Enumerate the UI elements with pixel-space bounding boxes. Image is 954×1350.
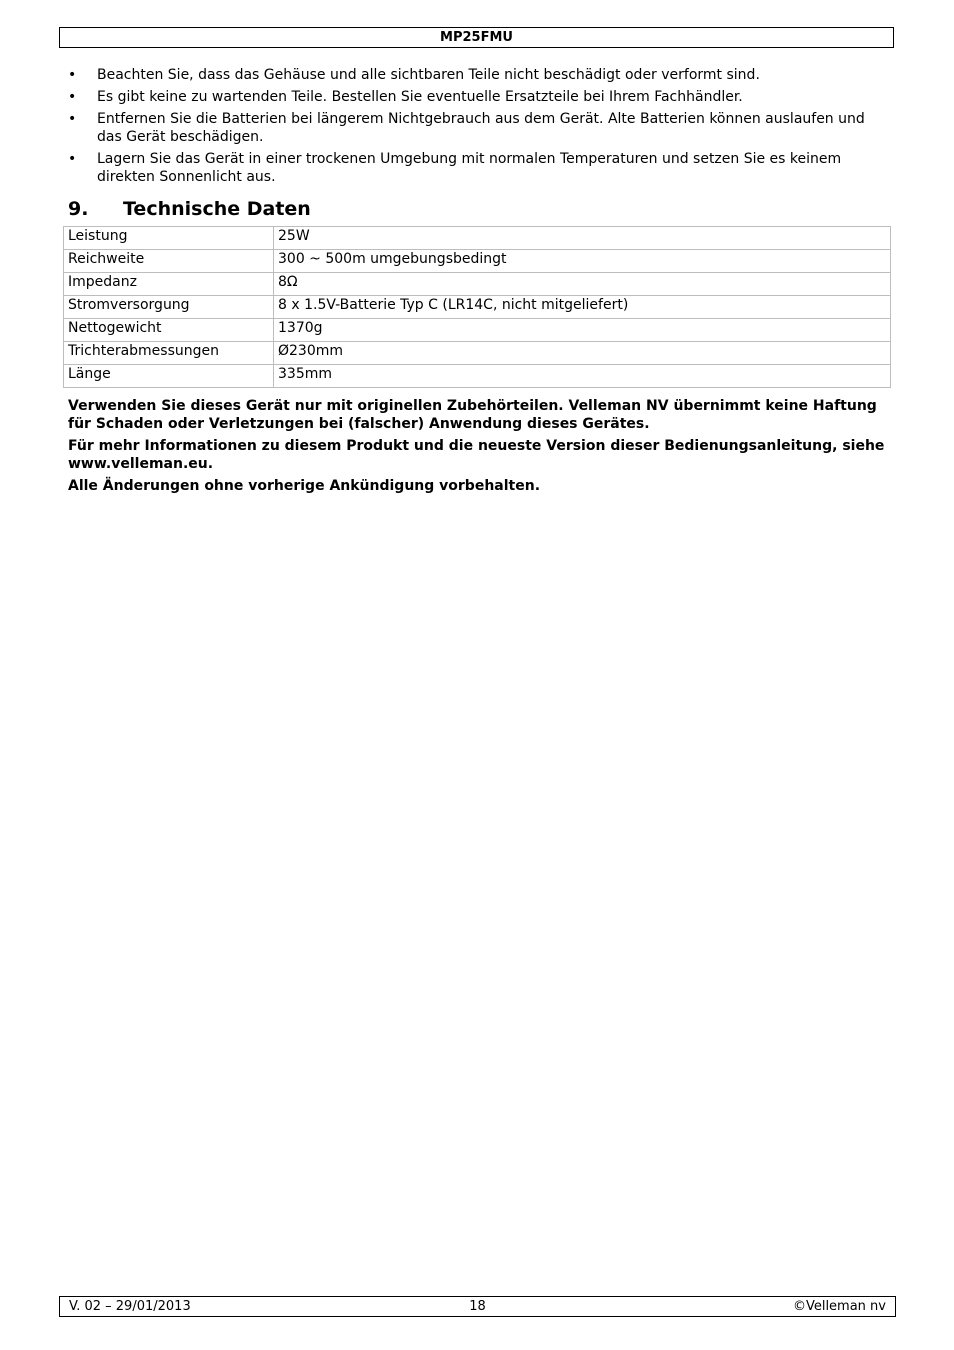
table-row [64,227,891,250]
section-number: 9. [68,198,89,220]
list-item-text: Entfernen Sie die Batterien bei längerem Nichtgebrauch aus dem Gerät. Alte Batterien können auslaufen und das Gerät beschädigen. [97,111,865,145]
list-item [68,88,883,106]
spec-key: Trichterabmessungen [64,342,274,365]
list-item-text: Beachten Sie, dass das Gehäuse und alle sichtbaren Teile nicht beschädigt oder verformt sind. [97,67,760,83]
version-date: V. 02 – 29/01/2013 [69,1299,191,1314]
table-row [64,296,891,319]
spec-key: Impedanz [64,273,274,296]
spec-value: 1370g [274,319,891,342]
copyright: ©Velleman nv [792,1299,886,1314]
note-paragraph: Für mehr Informationen zu diesem Produkt und die neueste Version dieser Bedienungsanleitung, siehe www.velleman.eu. [68,438,885,472]
page-number: 18 [469,1299,486,1314]
list-item [68,110,883,146]
page-header [59,27,894,48]
list-item [68,150,883,186]
spec-value: 25W [274,227,891,250]
spec-value: 300 ~ 500m umgebungsbedingt [274,250,891,273]
section-heading [68,197,311,221]
list-item [68,66,883,84]
spec-key: Reichweite [64,250,274,273]
table-row [64,319,891,342]
spec-key: Leistung [64,227,274,250]
table-row [64,250,891,273]
spec-value: 8Ω [274,273,891,296]
specs-table [63,226,891,388]
table-row [64,273,891,296]
notes-block [68,397,888,499]
bullet-icon: • [68,67,77,83]
table-row [64,342,891,365]
maintenance-list [68,66,883,190]
bullet-icon: • [68,151,77,167]
table-row [64,365,891,388]
spec-key: Stromversorgung [64,296,274,319]
spec-value: 8 x 1.5V-Batterie Typ C (LR14C, nicht mitgeliefert) [274,296,891,319]
spec-key: Länge [64,365,274,388]
note-paragraph: Verwenden Sie dieses Gerät nur mit originellen Zubehörteilen. Velleman NV übernimmt keine Haftung für Schaden oder Verletzungen bei (falscher) Anwendung dieses Gerätes. [68,398,877,432]
section-title: Technische Daten [123,198,311,220]
bullet-icon: • [68,111,77,127]
model-title: MP25FMU [440,30,513,45]
bullet-icon: • [68,89,77,105]
spec-value: 335mm [274,365,891,388]
spec-key: Nettogewicht [64,319,274,342]
spec-value: Ø230mm [274,342,891,365]
note-paragraph: Alle Änderungen ohne vorherige Ankündigung vorbehalten. [68,478,541,494]
page-footer [59,1296,896,1317]
list-item-text: Es gibt keine zu wartenden Teile. Bestellen Sie eventuelle Ersatzteile bei Ihrem Fachhändler. [97,89,743,105]
list-item-text: Lagern Sie das Gerät in einer trockenen Umgebung mit normalen Temperaturen und setzen Sie es keinem direkten Sonnenlicht aus. [97,151,842,185]
